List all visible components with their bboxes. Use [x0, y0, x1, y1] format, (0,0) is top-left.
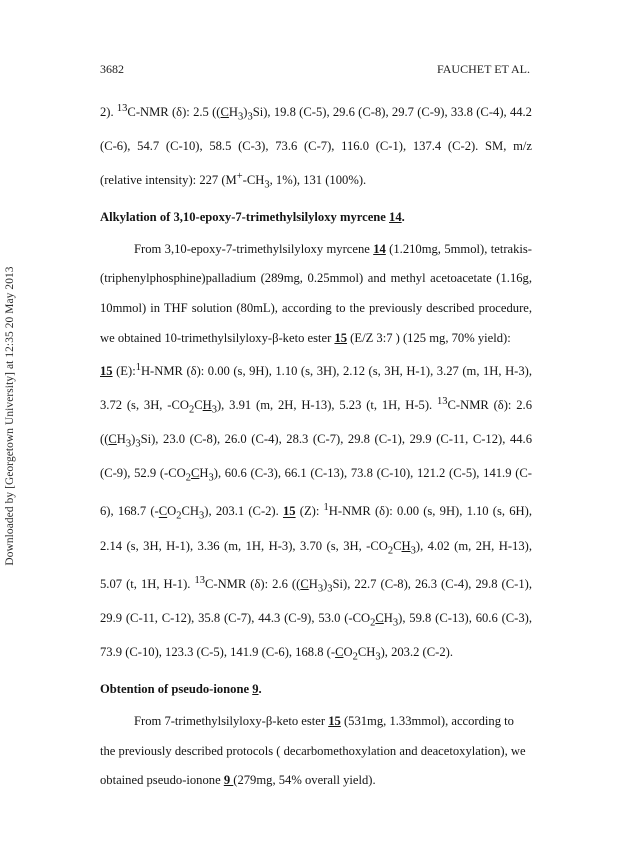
download-watermark-text: Downloaded by [Georgetown University] at 12:35 20 May 2013 [4, 266, 16, 566]
compound-ref-14: 14 [389, 210, 402, 225]
continued-nmr-paragraph: 2). $^{13}$C-NMR (δ): 2.5 $((CH_3)_3Si)$, 19.8 (C-5), 29.6 (C-8), 29.7 (C-9), 33.8 (C-4), 44.2 (C-6), 54.7 (C-10), 58.5 (C-3), 73.6 (C-7), 116.0 (C-1), 137.4 (C-2). SM, m/z (relative intensity): 227 ($M^+-CH_3$, 1%), 131 (100%). [100, 103, 532, 191]
compound-ref-9: 9 [252, 682, 259, 697]
compound-ref-9: 9 [223, 773, 234, 788]
compound-ref-15: 15 [100, 364, 113, 379]
download-watermark [2, 230, 18, 602]
pseudo-ionone-procedure-paragraph: From 7-trimethylsilyloxy-β-keto ester 15 (531mg, 1.33mmol), according to the previously described protocols ( decarbomethoxylation and deacetoxylation), we obtained pseudo-ionone 9 (279mg, 54% overall yield). [100, 713, 526, 788]
section-heading-pseudo-ionone: Obtention of pseudo-ionone 9. [100, 682, 262, 697]
compound-ref-15: 15 [334, 330, 348, 345]
compound-ref-14: 14 [373, 241, 386, 256]
alkylation-procedure-paragraph: From 3,10-epoxy-7-trimethylsilyloxy myrcene 14 (1.210mg, 5mmol), tetrakis-(triphenylphosphine)palladium (289mg, 0.25mmol) and methyl acetoacetate (1.16g, 10mmol) in THF solution (80mL), according to the previously described procedure, we obtained 10-trimethylsilyloxy-β-keto ester 15 (E/Z 3:7 ) (125 mg, 70% yield): [100, 241, 532, 345]
page-number: 3682 [100, 62, 124, 76]
section-heading-alkylation: Alkylation of 3,10-epoxy-7-trimethylsilyloxy myrcene 14. [100, 210, 405, 225]
compound-ref-15: 15 [282, 504, 296, 519]
article-body [100, 94, 532, 796]
compound-ref-15: 15 [328, 713, 341, 728]
nmr-data-paragraph: 15 (E):$^1$H-NMR (δ): 0.00 (s, 9H), 1.10 (s, 3H), 2.12 (s, 3H, H-1), 3.27 (m, 1H, H-3), 3.72 (s, 3H, $-CO_2CH_3$), 3.91 (m, 2H, H-13), 5.23 (t, 1H, H-5). $^{13}$C-NMR (δ): 2.6 $((CH_3)_3Si)$, 23.0 (C-8), 26.0 (C-4), 28.3 (C-7), 29.8 (C-1), 29.9 (C-11, C-12), 44.6 (C-9), 52.9 $(-CO_2CH_3)$, 60.6 (C-3), 66.1 (C-13), 73.8 (C-10), 121.2 (C-5), 141.9 (C-6), 168.7 $(-CO_2CH_3)$, 203.1 (C-2). 15 (Z): $^1$H-NMR (δ): 0.00 (s, 9H), 1.10 (s, 6H), 2.14 (s, 3H, H-1), 3.36 (m, 1H, H-3), 3.70 (s, 3H, $-CO_2CH_3$), 4.02 (m, 2H, H-13), 5.07 (t, 1H, H-1). $^{13}$C-NMR (δ): 2.6 $((CH_3)_3Si)$, 22.7 (C-8), 26.3 (C-4), 29.8 (C-1), 29.9 (C-11, C-12), 35.8 (C-7), 44.3 (C-9), 53.0 $(-CO_2CH_3)$, 59.8 (C-13), 60.6 (C-3), 73.9 (C-10), 123.3 (C-5), 141.9 (C-6), 168.8 $(-CO_2CH_3)$, 203.2 (C-2). [100, 362, 533, 663]
running-head: FAUCHET ET AL. [436, 62, 530, 76]
